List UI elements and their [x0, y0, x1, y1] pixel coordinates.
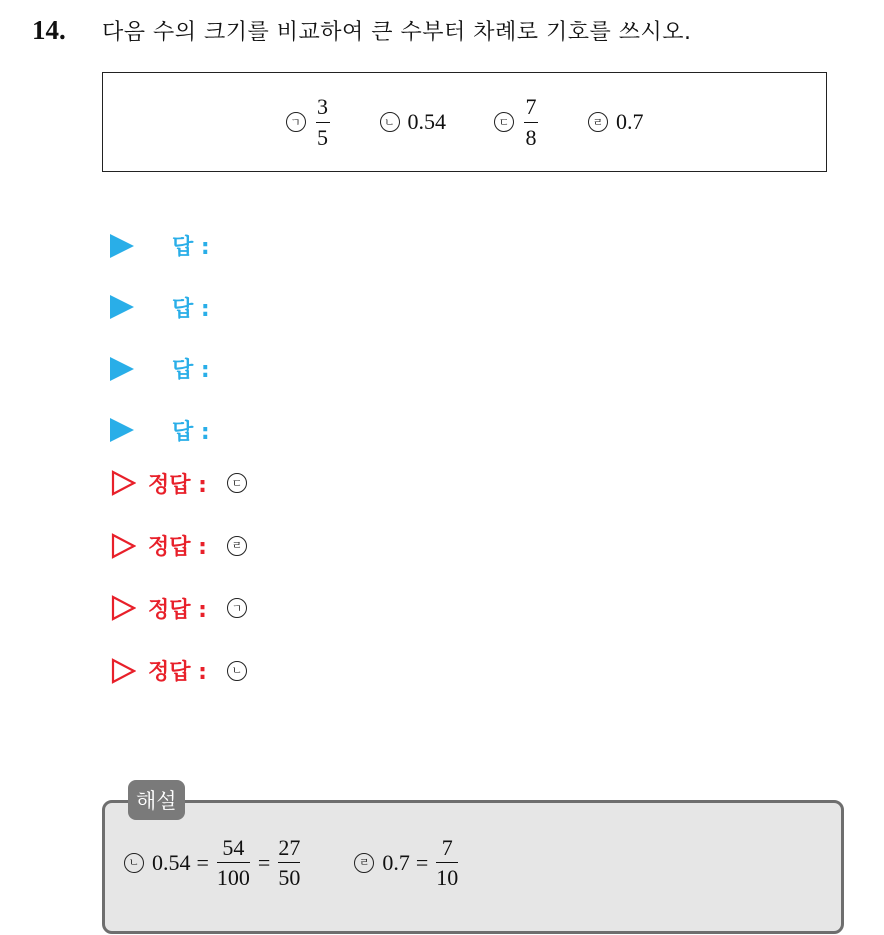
- option-value: 0.54: [407, 109, 446, 134]
- circled-mark: ㄴ: [380, 112, 400, 132]
- option-c: [494, 95, 540, 148]
- fraction-bar: [316, 122, 330, 123]
- triangle-right-icon: [110, 357, 134, 381]
- fraction-bar: [524, 122, 538, 123]
- triangle-outline-icon: [110, 470, 136, 496]
- fraction-denominator: 100: [216, 865, 250, 891]
- option-a: [286, 95, 332, 148]
- circled-mark: ㄴ: [227, 661, 247, 681]
- triangle-outline-icon: [110, 658, 136, 684]
- correct-answer-row: [110, 640, 247, 703]
- triangle-outline-icon: [110, 533, 136, 559]
- equals-sign: =: [415, 849, 429, 875]
- circled-mark: ㄴ: [124, 853, 144, 873]
- option-value: 0.7: [616, 109, 644, 134]
- fraction-denominator: 10: [436, 865, 459, 891]
- correct-answer-row: [110, 515, 247, 578]
- fraction-numerator: 3: [317, 94, 328, 120]
- fraction-numerator: 27: [278, 835, 301, 860]
- circled-mark: ㄱ: [286, 112, 306, 132]
- option-d: [588, 109, 644, 135]
- circled-mark: ㄱ: [227, 598, 247, 618]
- fraction: [524, 95, 538, 148]
- answer-row: [110, 338, 210, 400]
- fraction-bar: [217, 862, 250, 863]
- circled-mark: ㄷ: [494, 112, 514, 132]
- correct-label: 정답 :: [148, 535, 207, 561]
- question-header: [32, 6, 692, 54]
- answer-label: 답 :: [172, 235, 210, 261]
- given-numbers-box: [102, 72, 827, 172]
- fraction: [436, 836, 458, 889]
- answer-row: [110, 277, 210, 339]
- correct-answer-row: [110, 452, 247, 515]
- fraction: [278, 836, 300, 889]
- correct-answer-row: [110, 577, 247, 640]
- fraction-numerator: 7: [441, 835, 453, 860]
- option-b: [380, 109, 447, 135]
- circled-mark: ㄹ: [354, 853, 374, 873]
- fraction-denominator: 5: [317, 124, 328, 150]
- fraction-denominator: 8: [525, 124, 537, 150]
- fraction-numerator: 7: [525, 94, 537, 120]
- triangle-right-icon: [110, 295, 134, 319]
- fraction-numerator: 54: [222, 835, 245, 860]
- solution-value: 0.7: [382, 849, 410, 875]
- fraction-denominator: 50: [278, 865, 301, 891]
- answer-label: 답 :: [172, 296, 210, 322]
- circled-mark: ㄹ: [588, 112, 608, 132]
- question-number: 14.: [32, 14, 66, 45]
- equals-sign: =: [196, 849, 209, 875]
- solution-body: [124, 836, 460, 889]
- answer-label: 답 :: [172, 419, 210, 445]
- solution-tag: 해설: [128, 780, 185, 820]
- triangle-outline-icon: [110, 595, 136, 621]
- correct-answer-rows: [110, 452, 247, 702]
- correct-label: 정답 :: [148, 597, 207, 623]
- circled-mark: ㄹ: [227, 536, 247, 556]
- triangle-right-icon: [110, 234, 134, 258]
- correct-label: 정답 :: [148, 660, 207, 686]
- answer-rows: [110, 215, 210, 461]
- fraction: [316, 95, 330, 148]
- fraction: [217, 836, 250, 889]
- question-text: 다음 수의 크기를 비교하여 큰 수부터 차례로 기호를 쓰시오.: [102, 19, 692, 45]
- answer-row: [110, 215, 210, 277]
- fraction-bar: [436, 862, 458, 863]
- fraction-bar: [278, 862, 300, 863]
- correct-label: 정답 :: [148, 472, 207, 498]
- answer-label: 답 :: [172, 358, 210, 384]
- triangle-right-icon: [110, 418, 134, 442]
- solution-value: 0.54: [152, 849, 191, 875]
- circled-mark: ㄷ: [227, 473, 247, 493]
- equals-sign: =: [257, 849, 271, 875]
